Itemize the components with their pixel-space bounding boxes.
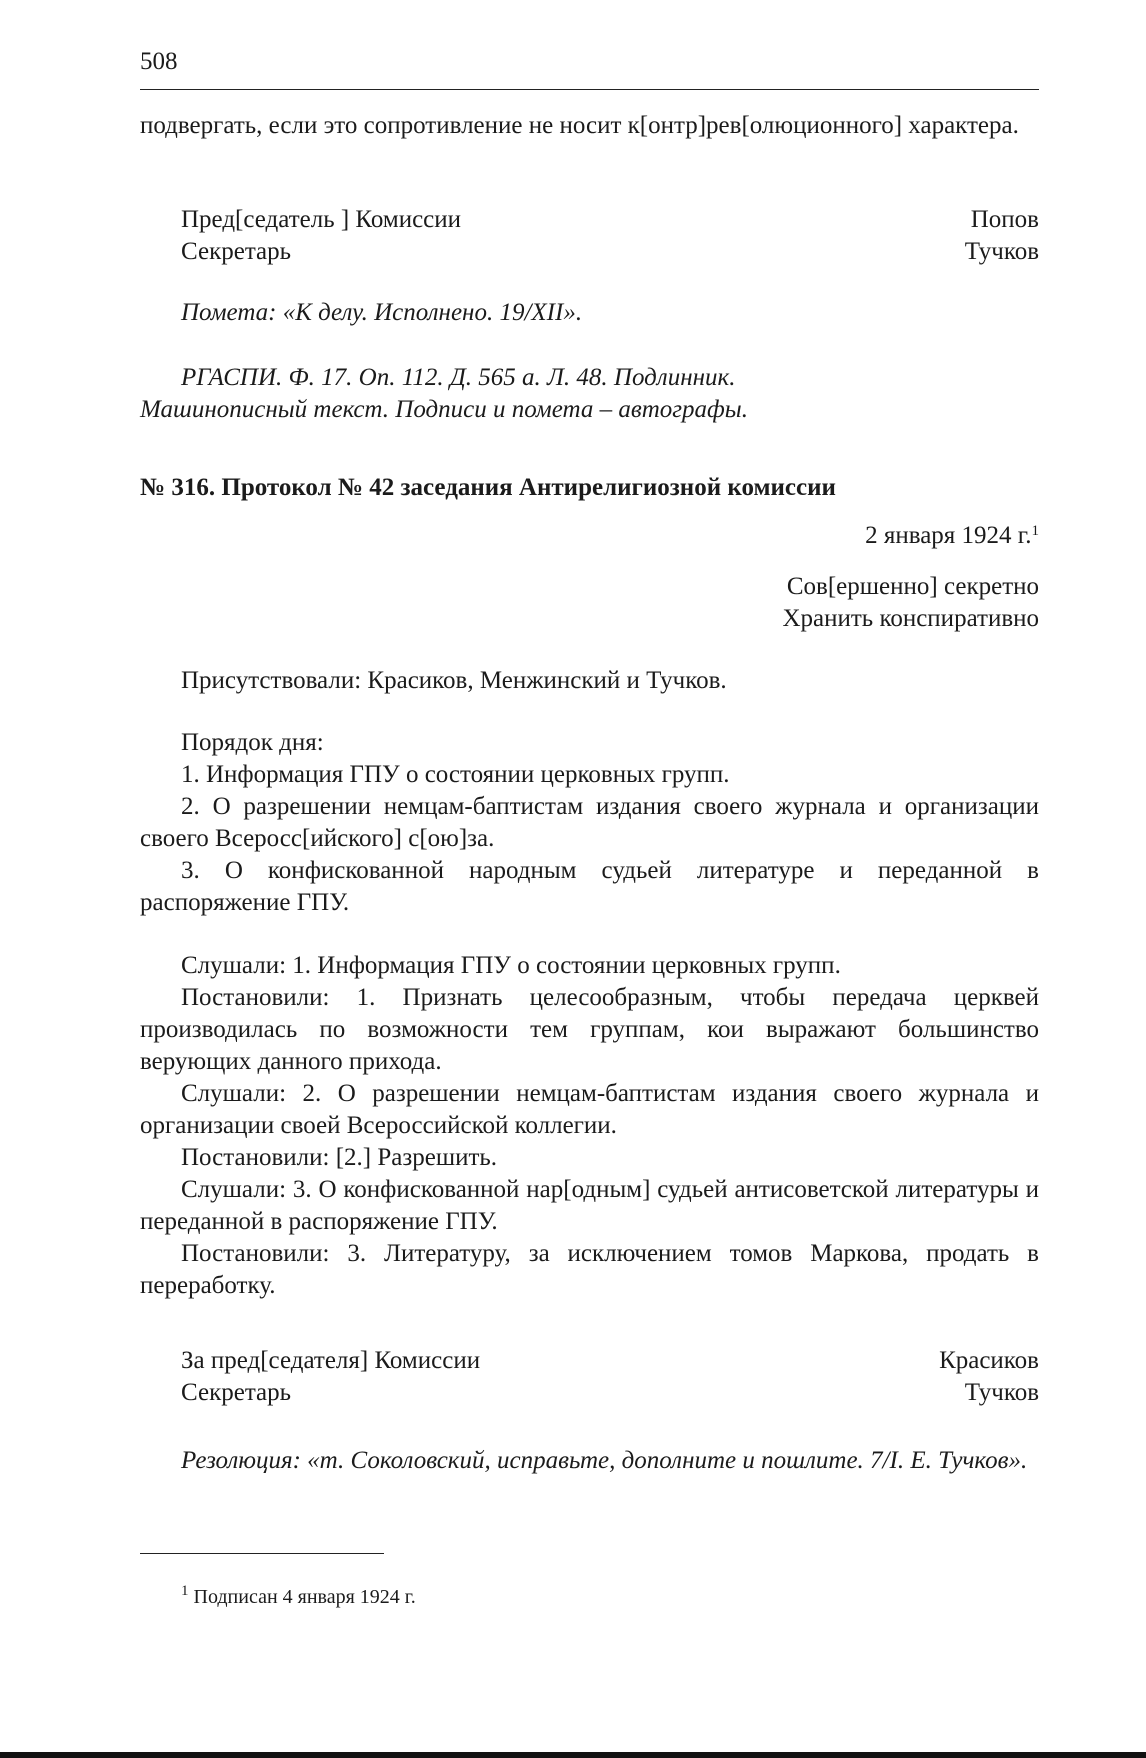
archive-line: РГАСПИ. Ф. 17. Оп. 112. Д. 565 а. Л. 48. Подлинник. [181, 364, 736, 391]
signature-role: Секретарь [181, 238, 292, 265]
agenda [140, 727, 1039, 919]
minutes-item: Слушали: 3. О конфискованной нар[одным] судьей антисоветской литературы и переданной в распоряжение ГПУ. [140, 1176, 1039, 1235]
footnote-text: Подписан 4 января 1924 г. [193, 1586, 416, 1608]
signature-name: Попов [970, 206, 1039, 233]
signature-block-1 [140, 204, 1039, 268]
archive-line: Машинописный текст. Подписи и помета – автографы. [140, 396, 748, 423]
secrecy-line: Сов[ершенно] секретно [786, 573, 1039, 600]
signature-row [140, 1345, 1039, 1377]
footnote-rule [140, 1553, 384, 1554]
signature-block-2 [140, 1345, 1039, 1409]
note-mark: Помета: «К делу. Исполнено. 19/XII». [181, 299, 583, 326]
continuation-paragraph: подвергать, если это сопротивление не носит к[онтр]рев[олюционного] характера. [140, 112, 1019, 139]
signature-row [140, 236, 1039, 268]
archive-reference [140, 362, 1039, 426]
document-heading: № 316. Протокол № 42 заседания Антирелигиозной комиссии [140, 474, 836, 501]
minutes-item: Постановили: 3. Литературу, за исключением томов Маркова, продать в переработку. [140, 1240, 1039, 1299]
signature-role: Секретарь [181, 1379, 292, 1406]
secrecy-stamp [140, 571, 1039, 635]
signature-row [140, 1377, 1039, 1409]
agenda-title: Порядок дня: [181, 729, 324, 756]
signature-row [140, 204, 1039, 236]
agenda-item: 2. О разрешении немцам-баптистам издания своего журнала и организации своего Всеросс[ийского] с[ою]за. [140, 793, 1039, 852]
minutes-item: Постановили: 1. Признать целесообразным, чтобы передача церквей производилась по возможности тем группам, кои выражают большинство верующих данного прихода. [140, 984, 1039, 1075]
footnote-mark: 1 [181, 1583, 189, 1599]
secrecy-line: Хранить конспиративно [782, 605, 1039, 632]
signature-role: Пред[седатель ] Комиссии [181, 206, 462, 233]
header-rule [140, 89, 1039, 90]
signature-role: За пред[седателя] Комиссии [181, 1347, 481, 1374]
signature-name: Тучков [964, 238, 1039, 265]
minutes-item: Слушали: 2. О разрешении немцам-баптистам издания своего журнала и организации своей Всероссийской коллегии. [140, 1080, 1039, 1139]
signature-name: Тучков [964, 1379, 1039, 1406]
minutes-item: Слушали: 1. Информация ГПУ о состоянии церковных групп. [181, 952, 841, 979]
minutes [140, 950, 1039, 1302]
attendees: Присутствовали: Красиков, Менжинский и Тучков. [181, 667, 727, 694]
agenda-item: 1. Информация ГПУ о состоянии церковных групп. [181, 761, 730, 788]
agenda-item: 3. О конфискованной народным судьей литературе и переданной в распоряжение ГПУ. [140, 857, 1039, 916]
resolution: Резолюция: «т. Соколовский, исправьте, дополните и пошлите. 7/I. Е. Тучков». [181, 1447, 1028, 1474]
scan-edge [0, 1752, 1146, 1758]
date-text: 2 января 1924 г. [865, 522, 1032, 549]
signature-name: Красиков [939, 1347, 1039, 1374]
footnote [181, 1584, 416, 1610]
footnote-reference: 1 [1031, 523, 1039, 539]
minutes-item: Постановили: [2.] Разрешить. [181, 1144, 498, 1171]
document-date [140, 520, 1039, 552]
page-number: 508 [140, 48, 178, 75]
